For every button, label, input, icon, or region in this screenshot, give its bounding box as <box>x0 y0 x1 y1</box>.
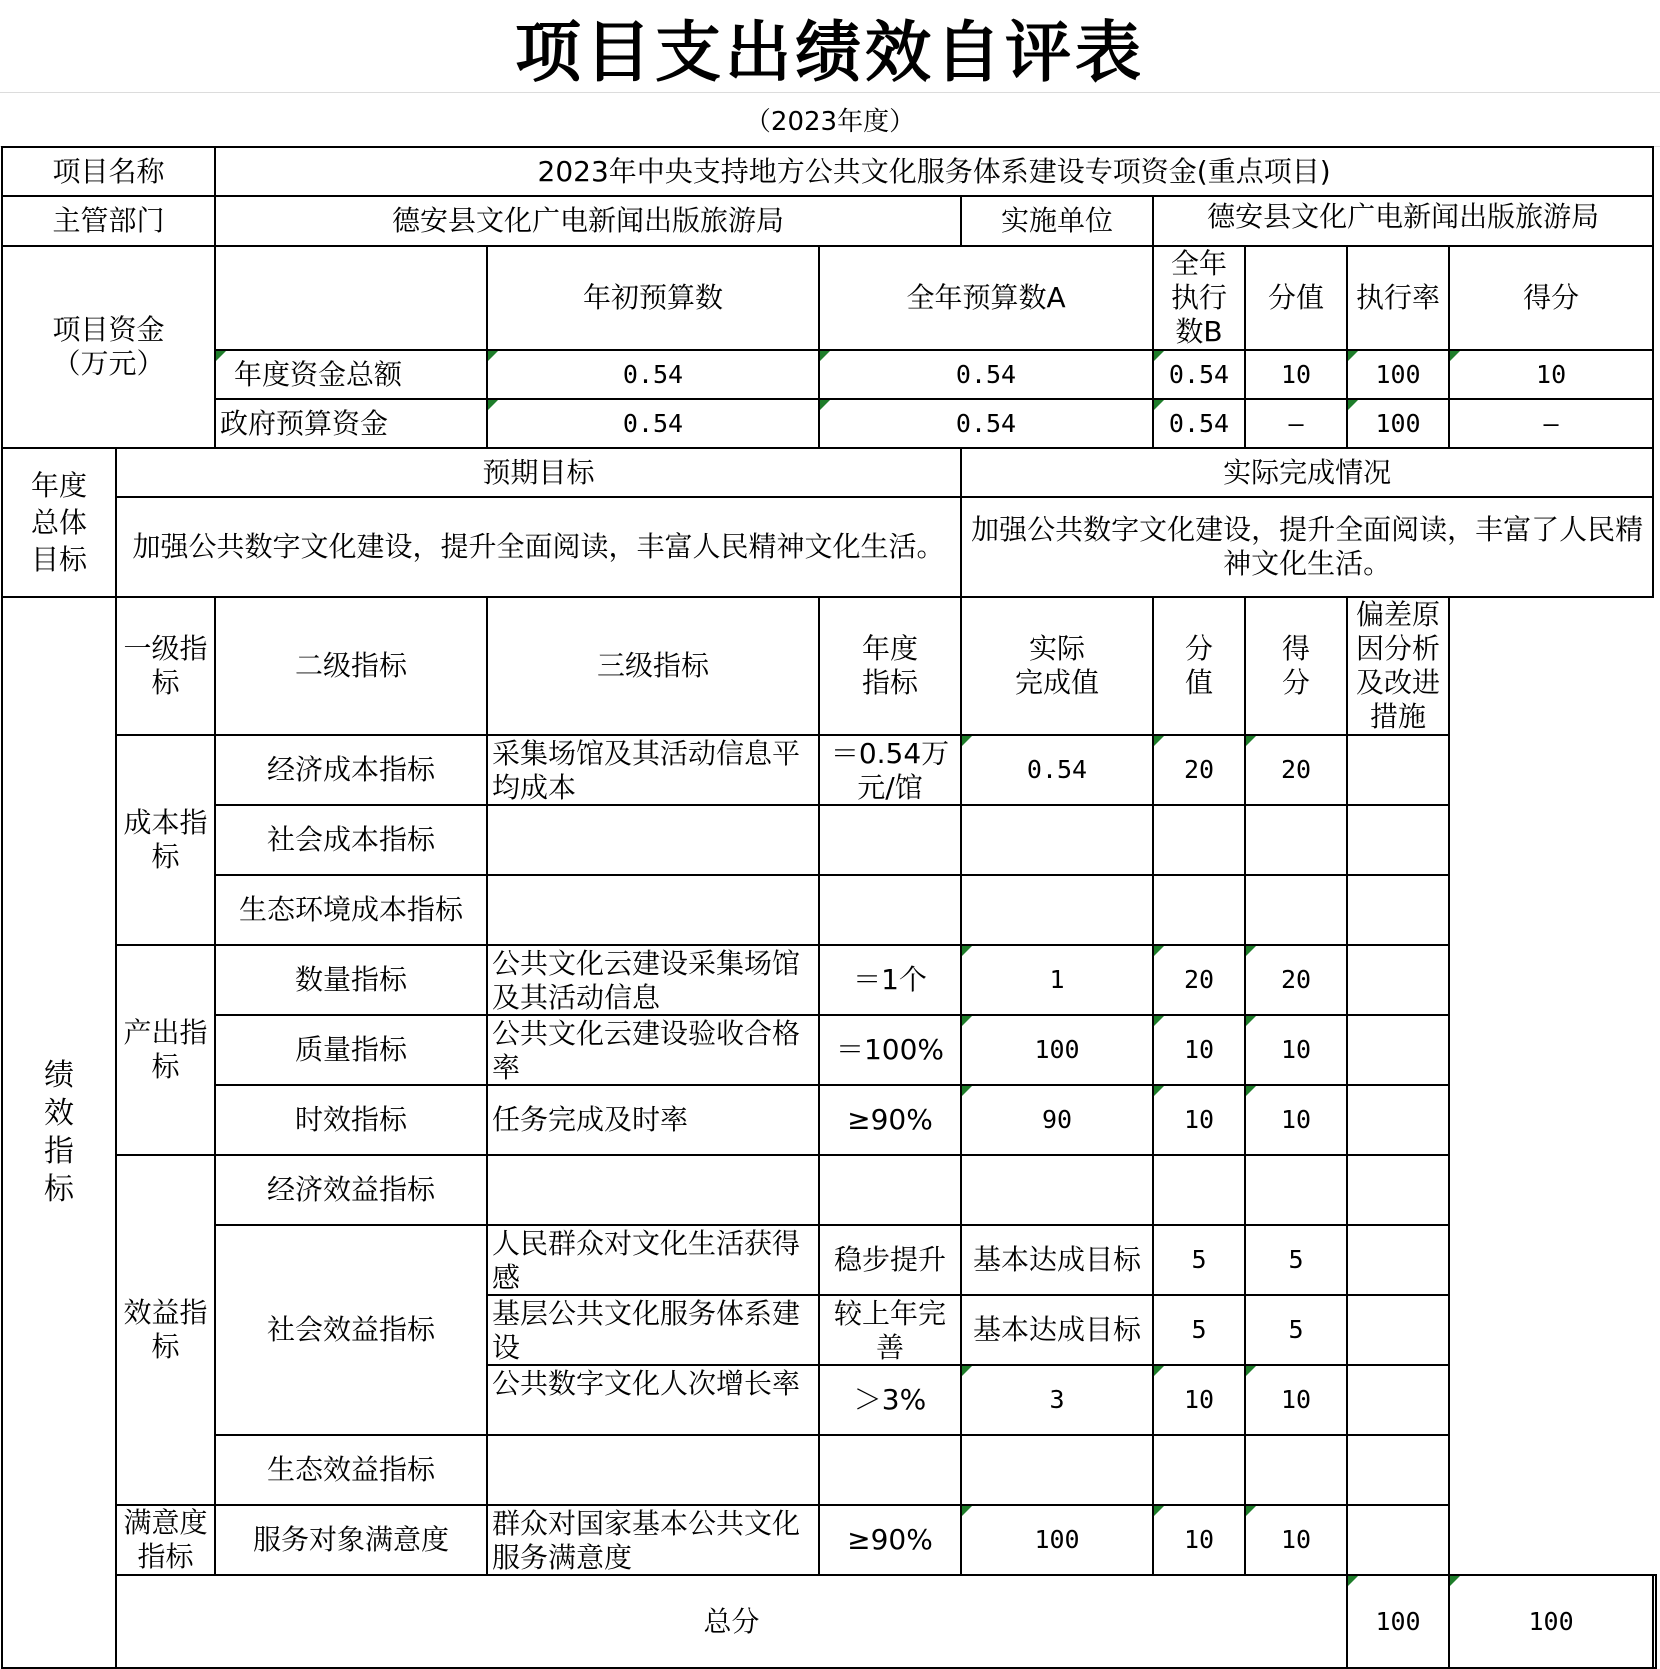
target-text: 较上年完善 <box>834 1297 947 1363</box>
target-cell <box>819 805 961 875</box>
level3-cell <box>487 1505 819 1575</box>
funds-score: — <box>1449 399 1653 448</box>
table-row <box>2 735 1656 805</box>
project-name-row <box>2 147 1656 196</box>
note-cell <box>1347 735 1449 805</box>
score-cell: 5 <box>1245 1225 1347 1295</box>
page-subtitle: （2023年度） <box>0 92 1660 147</box>
actual-cell <box>961 1155 1153 1225</box>
perf-header-level3: 三级指标 <box>487 597 819 735</box>
table-row <box>2 1435 1656 1505</box>
funds-header-row <box>2 246 1656 350</box>
funds-row-label: 政府预算资金 <box>215 399 487 448</box>
actual-cell: 基本达成目标 <box>961 1295 1153 1365</box>
score-cell: 5 <box>1245 1295 1347 1365</box>
funds-score-value: 10 <box>1245 350 1347 399</box>
funds-row-label: 年度资金总额 <box>215 350 487 399</box>
target-cell: ＝100% <box>819 1015 961 1085</box>
funds-annual: 0.54 <box>819 399 1153 448</box>
note-cell <box>1347 1365 1449 1435</box>
target-cell <box>819 1155 961 1225</box>
value-cell <box>1153 875 1245 945</box>
goals-actual-header: 实际完成情况 <box>961 448 1653 497</box>
dept-value: 德安县文化广电新闻出版旅游局 <box>215 196 961 246</box>
perf-header-score: 得 分 <box>1245 597 1347 735</box>
value-cell: 20 <box>1153 735 1245 805</box>
dept-label: 主管部门 <box>2 196 215 246</box>
target-cell <box>819 1435 961 1505</box>
level1-cell: 满意度指标 <box>116 1505 215 1575</box>
total-note <box>1653 1575 1656 1668</box>
score-cell <box>1245 1155 1347 1225</box>
dept-row <box>2 196 1656 246</box>
level2-cell: 社会效益指标 <box>215 1225 487 1435</box>
funds-header-annual: 全年预算数A <box>819 246 1153 350</box>
score-cell: 10 <box>1245 1505 1347 1575</box>
target-cell: ＝1个 <box>819 945 961 1015</box>
level2-cell: 经济成本指标 <box>215 735 487 805</box>
goals-label-text: 年度 总体 目标 <box>30 469 87 576</box>
project-name-value: 2023年中央支持地方公共文化服务体系建设专项资金(重点项目) <box>215 147 1653 196</box>
perf-header-note: 偏差原因分析 及改进措施 <box>1347 597 1449 735</box>
actual-cell: 0.54 <box>961 735 1153 805</box>
actual-cell: 3 <box>961 1365 1153 1435</box>
score-cell: 10 <box>1245 1365 1347 1435</box>
perf-header-actual: 实际 完成值 <box>961 597 1153 735</box>
perf-header-target: 年度 指标 <box>819 597 961 735</box>
value-cell: 10 <box>1153 1365 1245 1435</box>
goals-header-row <box>2 448 1656 497</box>
target-cell: ≥90% <box>819 1085 961 1155</box>
level3-cell <box>487 1015 819 1085</box>
level3-cell <box>487 1295 819 1365</box>
table-row <box>2 1225 1656 1295</box>
funds-header-score-value: 分值 <box>1245 246 1347 350</box>
level3-cell <box>487 1155 819 1225</box>
level2-cell: 数量指标 <box>215 945 487 1015</box>
actual-cell: 基本达成目标 <box>961 1225 1153 1295</box>
level3-text: 公共文化云建设验收合格率 <box>492 1017 801 1083</box>
goals-content-row <box>2 497 1656 597</box>
goals-label <box>2 448 116 597</box>
actual-cell <box>961 805 1153 875</box>
level3-text: 采集场馆及其活动信息平均成本 <box>492 737 801 803</box>
goals-expected-header: 预期目标 <box>116 448 961 497</box>
value-cell <box>1153 805 1245 875</box>
target-cell: ＞3% <box>819 1365 961 1435</box>
score-cell: 20 <box>1245 945 1347 1015</box>
perf-header-row <box>2 597 1656 735</box>
funds-executed: 0.54 <box>1153 350 1245 399</box>
target-cell <box>819 1295 961 1365</box>
table-row <box>2 1085 1656 1155</box>
funds-score-value: — <box>1245 399 1347 448</box>
actual-cell <box>961 875 1153 945</box>
level3-cell: 任务完成及时率 <box>487 1085 819 1155</box>
level2-cell: 社会成本指标 <box>215 805 487 875</box>
score-cell: 10 <box>1245 1015 1347 1085</box>
score-cell <box>1245 875 1347 945</box>
funds-row-gov <box>2 399 1656 448</box>
actual-cell: 100 <box>961 1505 1153 1575</box>
goals-expected: 加强公共数字文化建设，提升全面阅读，丰富人民精神文化生活。 <box>116 497 961 597</box>
level3-text: 公共数字文化人次增长率 <box>492 1367 801 1400</box>
score-cell <box>1245 805 1347 875</box>
note-cell <box>1347 945 1449 1015</box>
funds-initial: 0.54 <box>487 399 819 448</box>
funds-header-blank <box>215 246 487 350</box>
value-cell: 10 <box>1153 1505 1245 1575</box>
funds-exec-rate: 100 <box>1347 399 1449 448</box>
level1-cell: 产出指标 <box>116 945 215 1155</box>
level2-cell: 时效指标 <box>215 1085 487 1155</box>
funds-executed: 0.54 <box>1153 399 1245 448</box>
value-cell <box>1153 1155 1245 1225</box>
note-cell <box>1347 1435 1449 1505</box>
funds-header-executed: 全年执行数B <box>1153 246 1245 350</box>
funds-initial: 0.54 <box>487 350 819 399</box>
table-row <box>2 875 1656 945</box>
note-cell <box>1347 1295 1449 1365</box>
note-cell <box>1347 1225 1449 1295</box>
actual-cell: 1 <box>961 945 1153 1015</box>
funds-header-exec-rate: 执行率 <box>1347 246 1449 350</box>
level3-cell <box>487 805 819 875</box>
actual-cell: 100 <box>961 1015 1153 1085</box>
funds-exec-rate: 100 <box>1347 350 1449 399</box>
page-title: 项目支出绩效自评表 <box>0 0 1660 93</box>
perf-label <box>2 597 116 1668</box>
total-row <box>2 1575 1656 1668</box>
level1-cell: 成本指标 <box>116 735 215 945</box>
target-cell <box>819 875 961 945</box>
note-cell <box>1347 1015 1449 1085</box>
note-cell <box>1347 875 1449 945</box>
funds-annual: 0.54 <box>819 350 1153 399</box>
table-row <box>2 945 1656 1015</box>
total-score: 100 <box>1449 1575 1653 1668</box>
target-text: ＝0.54万元/馆 <box>830 737 950 803</box>
evaluation-table <box>1 146 1657 1669</box>
score-cell: 20 <box>1245 735 1347 805</box>
score-cell: 10 <box>1245 1085 1347 1155</box>
level3-text: 人民群众对文化生活获得感 <box>492 1227 801 1293</box>
level3-text: 群众对国家基本公共文化服务满意度 <box>492 1507 801 1573</box>
perf-header-level2: 二级指标 <box>215 597 487 735</box>
table-row <box>2 1505 1656 1575</box>
table-row <box>2 1015 1656 1085</box>
level3-text: 公共文化云建设采集场馆及其活动信息 <box>492 947 801 1013</box>
project-name-label: 项目名称 <box>2 147 215 196</box>
value-cell: 5 <box>1153 1225 1245 1295</box>
target-cell: ≥90% <box>819 1505 961 1575</box>
level2-cell: 生态效益指标 <box>215 1435 487 1505</box>
perf-label-text: 绩效指标 <box>44 1057 74 1207</box>
target-cell: 稳步提升 <box>819 1225 961 1295</box>
table-row <box>2 1155 1656 1225</box>
funds-label-text: 项目资金 （万元） <box>52 313 165 380</box>
level3-cell <box>487 735 819 805</box>
funds-score: 10 <box>1449 350 1653 399</box>
level2-cell: 质量指标 <box>215 1015 487 1085</box>
note-cell <box>1347 1155 1449 1225</box>
table-row <box>2 805 1656 875</box>
level3-cell <box>487 875 819 945</box>
total-value: 100 <box>1347 1575 1449 1668</box>
impl-value-text: 德安县文化广电新闻出版旅游局 <box>1207 200 1600 233</box>
level3-cell <box>487 1225 819 1295</box>
funds-row-total <box>2 350 1656 399</box>
funds-label <box>2 246 215 448</box>
impl-label: 实施单位 <box>961 196 1153 246</box>
perf-header-level1: 一级指标 <box>116 597 215 735</box>
value-cell: 10 <box>1153 1015 1245 1085</box>
actual-cell <box>961 1435 1153 1505</box>
score-cell <box>1245 1435 1347 1505</box>
funds-header-score: 得分 <box>1449 246 1653 350</box>
value-cell: 20 <box>1153 945 1245 1015</box>
level2-cell: 生态环境成本指标 <box>215 875 487 945</box>
level2-cell: 经济效益指标 <box>215 1155 487 1225</box>
value-cell: 5 <box>1153 1295 1245 1365</box>
level3-cell <box>487 1365 819 1435</box>
perf-header-value: 分 值 <box>1153 597 1245 735</box>
level2-cell: 服务对象满意度 <box>215 1505 487 1575</box>
value-cell: 10 <box>1153 1085 1245 1155</box>
funds-header-initial: 年初预算数 <box>487 246 819 350</box>
level1-cell: 效益指标 <box>116 1155 215 1505</box>
value-cell <box>1153 1435 1245 1505</box>
actual-cell: 90 <box>961 1085 1153 1155</box>
note-cell <box>1347 1505 1449 1575</box>
note-cell <box>1347 1085 1449 1155</box>
goals-actual: 加强公共数字文化建设，提升全面阅读，丰富了人民精神文化生活。 <box>961 497 1653 597</box>
impl-value <box>1153 196 1653 246</box>
level3-cell <box>487 945 819 1015</box>
note-cell <box>1347 805 1449 875</box>
level3-cell <box>487 1435 819 1505</box>
level3-text: 基层公共文化服务体系建设 <box>492 1297 801 1363</box>
total-label: 总分 <box>116 1575 1347 1668</box>
target-cell <box>819 735 961 805</box>
